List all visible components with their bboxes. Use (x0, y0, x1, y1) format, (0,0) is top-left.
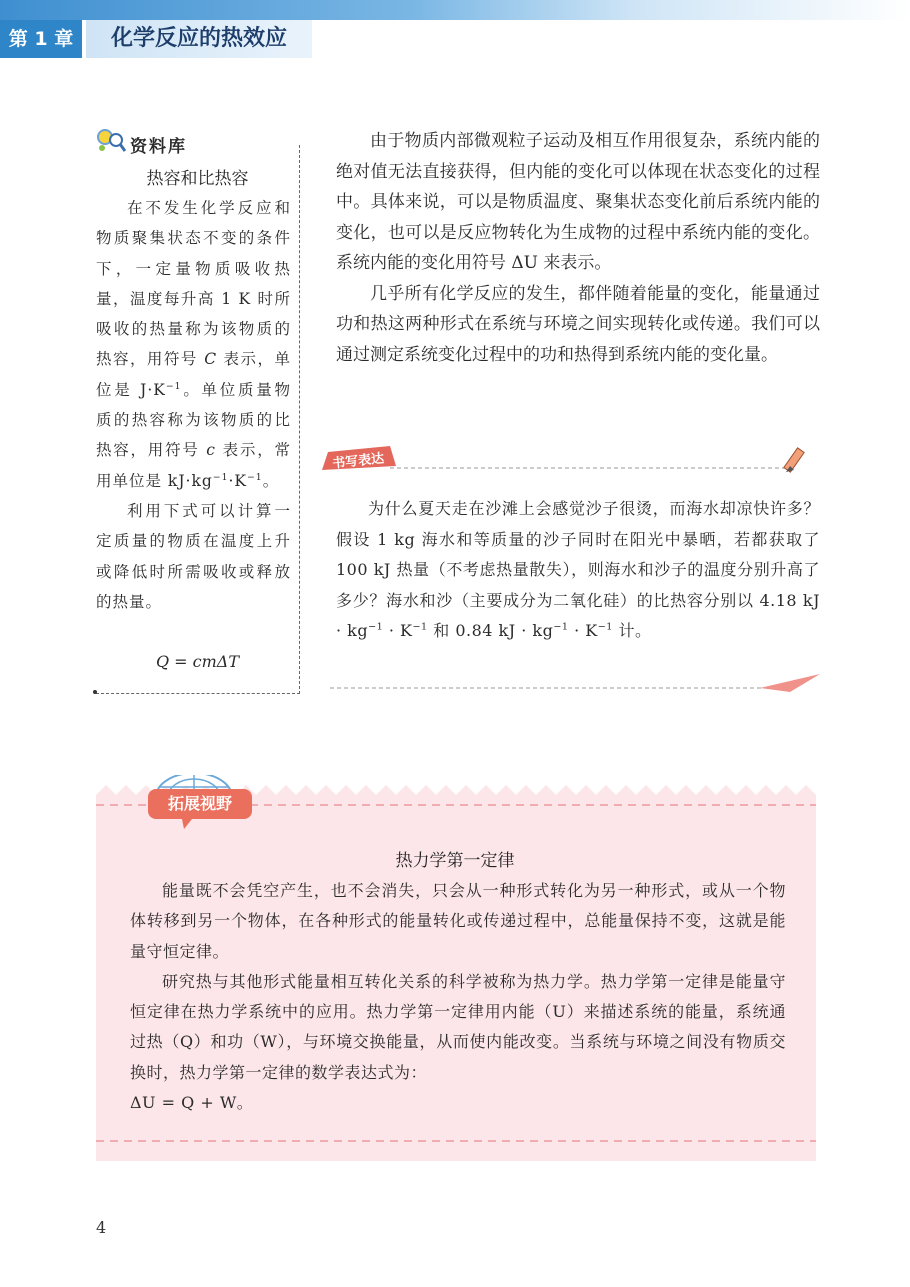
writing-label: 书写表达 (331, 451, 385, 472)
main-paragraph-1: 由于物质内部微观粒子运动及相互作用很复杂，系统内能的绝对值无法直接获得，但内能的变化可以体现在状态变化的过程中。具体来说，可以是物质温度、聚集状态变化前后系统内能的变化，也可以是反应物转化为生成物的过程中系统内能的变化。系统内能的变化用符号 ΔU 来表示。 (336, 131, 820, 273)
sidebar-subtitle: 热容和比热容 (146, 169, 249, 189)
heat-formula: Q = cmΔT (155, 652, 240, 671)
chapter-number: 第 1 章 (0, 20, 82, 58)
expand-label: 拓展视野 (167, 794, 232, 813)
corner-dot (93, 690, 97, 694)
page-number: 4 (96, 1218, 107, 1237)
sidebar-body (96, 193, 291, 617)
expand-body (130, 876, 786, 1118)
magnifier-icon (96, 128, 126, 154)
expand-title: 热力学第一定律 (395, 851, 515, 871)
sidebar-paragraph-2: 利用下式可以计算一定质量的物质在温度上升或降低时所需吸收或释放的热量。 (96, 501, 291, 611)
sidebar-paragraph-1: 在不发生化学反应和物质聚集状态不变的条件下，一定量物质吸收热量，温度每升高 1 K 时所吸收的热量称为该物质的热容，用符号 C 表示，单位是 $J\cdot K^{-1}$。单位质量物质的热容称为该物质的比热容，用符号 c 表示，常用单位是 $kJ\cdot kg^{-1}\cdot K^{-1}$。 (96, 199, 291, 490)
writing-footer (320, 668, 820, 698)
pencil-icon (784, 448, 804, 472)
expand-paragraph-1: 能量既不会凭空产生，也不会消失，只会从一种形式转化为另一种形式，或从一个物体转移到另一个物体，在各种形式的能量转化或传递过程中，总能量保持不变，这就是能量守恒定律。 (130, 881, 786, 961)
sidebar-label: 资料库 (130, 137, 187, 157)
writing-paragraph: 为什么夏天走在沙滩上会感觉沙子很烫，而海水却凉快许多？假设 1 kg 海水和等质量的沙子同时在阳光中暴晒，若都获取了 100 kJ 热量（不考虑热量散失），则海水和沙子的温度分别升高了多少？海水和沙（主要成分为二氧化硅）的比热容分别以 4.18 kJ · $kg^{-1} \cdot K^{-1}$ 和 0.84 kJ · $kg^{-1} \cdot K^{-1}$ 计。 (336, 499, 820, 640)
first-law-formula: ΔU = Q + W。 (130, 1093, 254, 1113)
writing-header (320, 440, 820, 480)
chapter-title: 化学反应的热效应 (86, 20, 312, 58)
writing-text (336, 494, 820, 647)
main-text (336, 126, 820, 370)
top-color-band (0, 0, 910, 20)
main-paragraph-2: 几乎所有化学反应的发生，都伴随着能量的变化，能量通过功和热这两种形式在系统与环境之间实现转化或传递。我们可以通过测定系统变化过程中的功和热得到系统内能的变化量。 (336, 283, 820, 365)
sidebar-box (96, 128, 301, 694)
expand-paragraph-2: 研究热与其他形式能量相互转化关系的科学被称为热力学。热力学第一定律是能量守恒定律在热力学系统中的应用。热力学第一定律用内能（U）来描述系统的能量，系统通过热（Q）和功（W），与环境交换能量，从而使内能改变。当系统与环境之间没有物质交换时，热力学第一定律的数学表达式为： (130, 971, 786, 1082)
